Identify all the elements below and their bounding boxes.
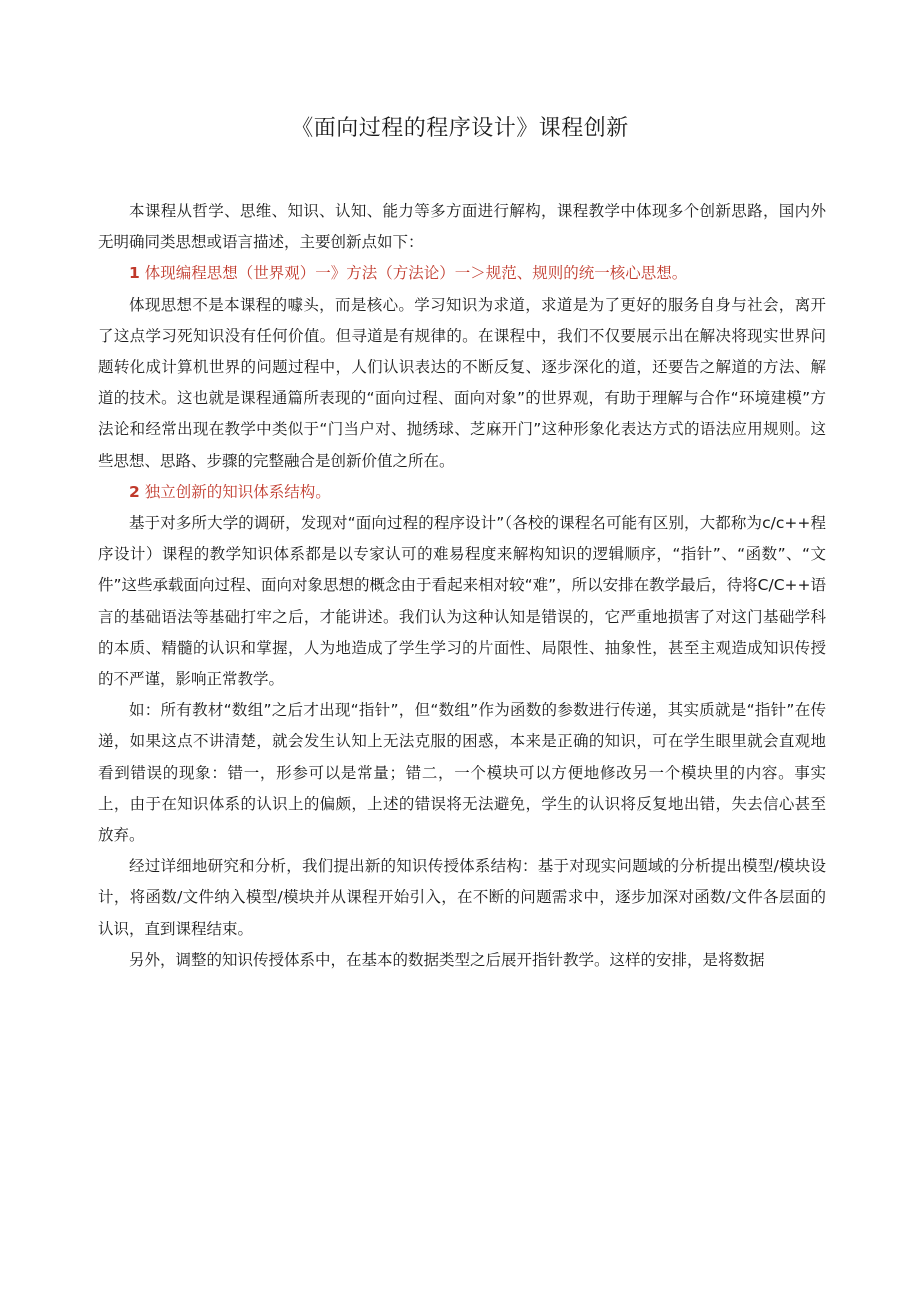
section-2-paragraph-1: 基于对多所大学的调研，发现对“面向过程的程序设计”（各校的课程名可能有区别，大都称为c/c++程序设计）课程的教学知识体系都是以专家认可的难易程度来解构知识的逻辑顺序，“指针”、“函数”、“文件”这些承载面向过程、面向对象思想的概念由于看起来相对较“难”，所以安排在教学最后，待将C/C++语言的基础语法等基础打牢之后，才能讲述。我们认为这种认知是错误的，它严重地损害了对这门基础学科的本质、精髓的认识和掌握，人为地造成了学生学习的片面性、局限性、抽象性，甚至主观造成知识传授的不严谨，影响正常教学。 (98, 514, 826, 689)
section-2-paragraph-2: 如：所有教材“数组”之后才出现“指针”，但“数组”作为函数的参数进行传递，其实质就是“指针”在传递，如果这点不讲清楚，就会发生认知上无法克服的困惑，本来是正确的知识，可在学生眼里就会直观地看到错误的现象：错一，形参可以是常量；错二，一个模块可以方便地修改另一个模块里的内容。事实上，由于在知识体系的认识上的偏颇，上述的错误将无法避免，学生的认识将反复地出错，失去信心甚至放弃。 (98, 701, 826, 845)
document-title: 《面向过程的程序设计》课程创新 (291, 116, 629, 141)
section-1-heading (98, 258, 826, 289)
section-1-heading-text: 体现编程思想（世界观）一》方法（方法论）一＞规范、规则的统一核心思想。 (144, 264, 688, 283)
section-1-paragraph: 体现思想不是本课程的噱头，而是核心。学习知识为求道，求道是为了更好的服务自身与社会，离开了这点学习死知识没有任何价值。但寻道是有规律的。在课程中，我们不仅要展示出在解决将现实世界问题转化成计算机世界的问题过程中，人们认识表达的不断反复、逐步深化的道，还要告之解道的方法、解道的技术。这也就是课程通篇所表现的“面向过程、面向对象”的世界观，有助于理解与合作“环境建模”方法论和经常出现在教学中类似于“门当户对、抛绣球、芝麻开门”这种形象化表达方式的语法应用规则。这些思想、思路、步骤的完整融合是创新价值之所在。 (98, 295, 826, 470)
intro-paragraph: 本课程从哲学、思维、知识、认知、能力等多方面进行解构，课程教学中体现多个创新思路，国内外无明确同类思想或语言描述，主要创新点如下： (98, 202, 826, 252)
section-2-paragraph-3: 经过详细地研究和分析，我们提出新的知识传授体系结构：基于对现实问题域的分析提出模型/模块设计，将函数/文件纳入模型/模块并从课程开始引入，在不断的问题需求中，逐步加深对函数/文件各层面的认识，直到课程结束。 (98, 857, 826, 938)
section-2-heading (98, 477, 826, 508)
document-body (98, 196, 826, 976)
section-2-heading-text: 独立创新的知识体系结构。 (144, 482, 331, 501)
section-2-number: 2 (129, 482, 140, 501)
section-1-number: 1 (129, 264, 140, 283)
section-2-paragraph-4: 另外，调整的知识传授体系中，在基本的数据类型之后展开指针教学。这样的安排，是将数据 (129, 950, 765, 969)
